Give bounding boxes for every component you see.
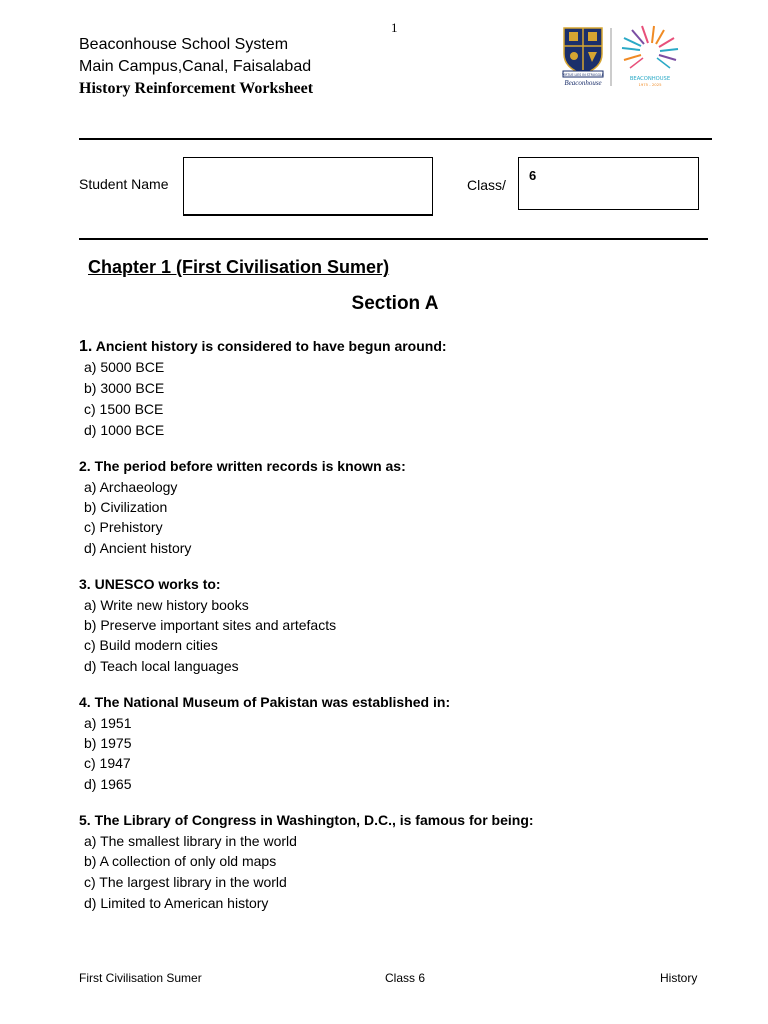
question-text: UNESCO works to:: [94, 576, 221, 592]
option-3b: b) Preserve important sites and artefacts: [84, 617, 337, 633]
option-1c: c) 1500 BCE: [84, 401, 164, 417]
question-number: 5.: [79, 812, 91, 828]
page-number: 1: [391, 20, 398, 35]
option-5d: d) Limited to American history: [84, 895, 269, 911]
question-2: [79, 458, 406, 474]
crest-motto: VIRTUE LIES IN STRUGGLE: [562, 72, 604, 77]
option-5c: c) The largest library in the world: [84, 874, 287, 890]
student-name-label: Student Name: [79, 176, 169, 192]
question-4: [79, 694, 450, 710]
option-3c: c) Build modern cities: [84, 637, 218, 653]
option-4c: c) 1947: [84, 755, 131, 771]
crest-name: Beaconhouse: [564, 79, 602, 87]
campus-name: Main Campus,Canal, Faisalabad: [79, 58, 312, 75]
footer-chapter: First Civilisation Sumer: [79, 971, 202, 985]
school-name: Beaconhouse School System: [79, 36, 289, 53]
header-divider: [79, 138, 712, 140]
option-3a: a) Write new history books: [84, 597, 249, 613]
option-2c: c) Prehistory: [84, 519, 163, 535]
option-2d: d) Ancient history: [84, 540, 192, 556]
option-4a: a) 1951: [84, 715, 132, 731]
form-divider: [79, 238, 708, 240]
option-5b: b) A collection of only old maps: [84, 853, 277, 869]
option-2b: b) Civilization: [84, 499, 168, 515]
class-field[interactable]: [518, 157, 699, 210]
option-4b: b) 1975: [84, 735, 132, 751]
option-1d: d) 1000 BCE: [84, 422, 165, 438]
question-5: [79, 812, 534, 828]
question-number: 4.: [79, 694, 91, 710]
question-text: Ancient history is considered to have begun around:: [95, 338, 447, 354]
option-1a: a) 5000 BCE: [84, 359, 165, 375]
question-number: 3.: [79, 576, 91, 592]
question-text: The period before written records is known as:: [94, 458, 406, 474]
question-text: The National Museum of Pakistan was established in:: [94, 694, 451, 710]
brand-years: 1975 - 2025: [638, 82, 662, 87]
class-label: Class/: [467, 177, 506, 193]
beaconhouse-logo: [560, 24, 690, 90]
option-2a: a) Archaeology: [84, 479, 178, 495]
class-value: 6: [529, 168, 537, 183]
question-3: [79, 576, 221, 592]
option-1b: b) 3000 BCE: [84, 380, 165, 396]
question-1: [79, 338, 447, 356]
footer-subject: History: [660, 971, 698, 985]
question-number: 1.: [79, 338, 93, 355]
question-number: 2.: [79, 458, 91, 474]
option-4d: d) 1965: [84, 776, 132, 792]
option-5a: a) The smallest library in the world: [84, 833, 297, 849]
section-title: Section A: [351, 293, 439, 314]
footer-class: Class 6: [385, 971, 426, 985]
question-text: The Library of Congress in Washington, D.C., is famous for being:: [94, 812, 534, 828]
chapter-title: Chapter 1 (First Civilisation Sumer): [88, 257, 390, 277]
student-name-field[interactable]: [183, 157, 433, 216]
option-3d: d) Teach local languages: [84, 658, 239, 674]
worksheet-title: History Reinforcement Worksheet: [79, 80, 314, 97]
brand-text: BEACONHOUSE: [629, 76, 671, 82]
logo-graphic: [560, 24, 690, 90]
